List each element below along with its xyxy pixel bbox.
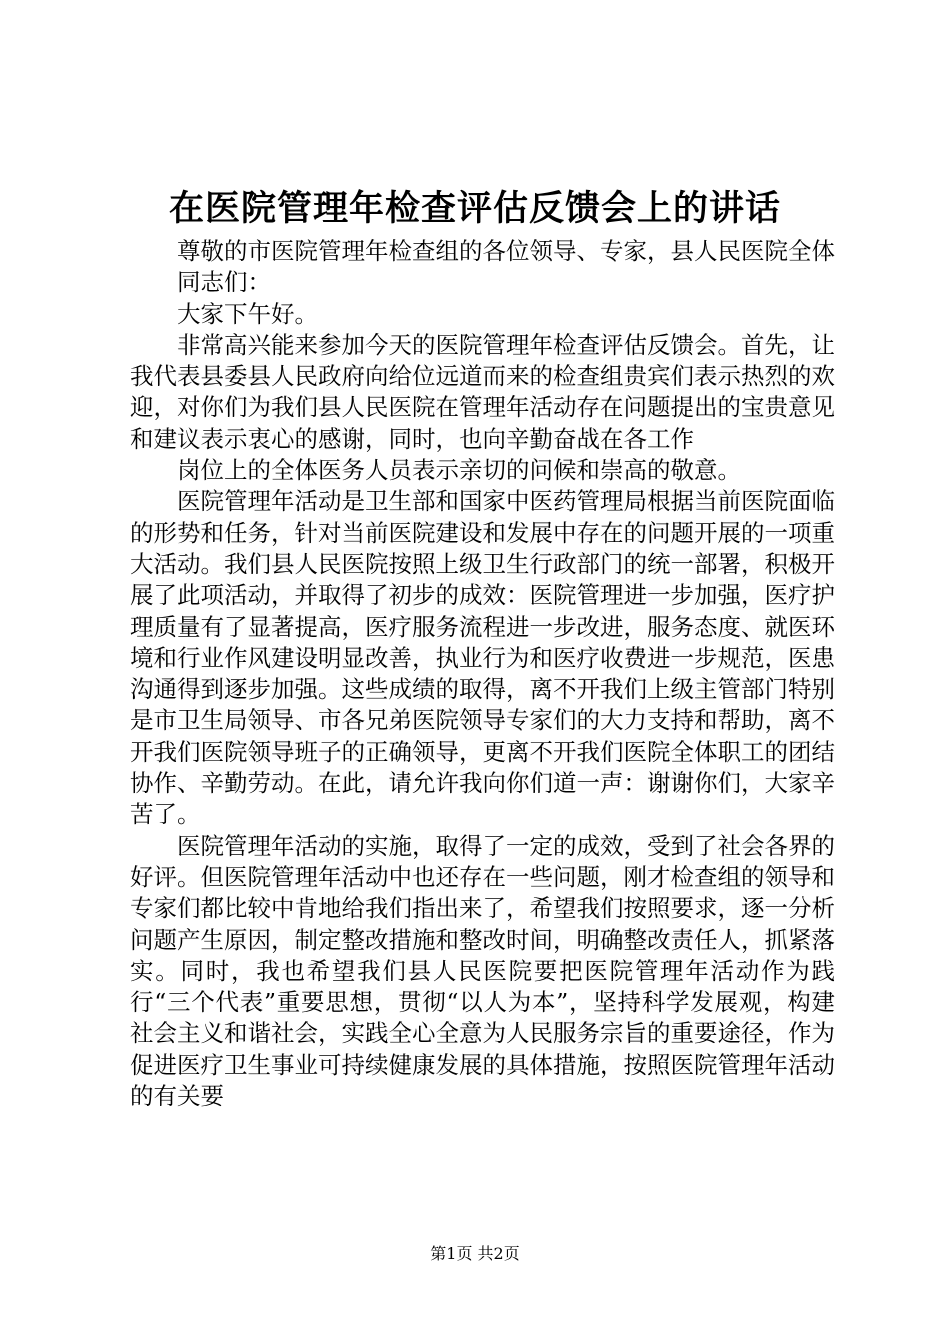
paragraph-salutation: 尊敬的市医院管理年检查组的各位领导、专家，县人民医院全体 bbox=[177, 237, 835, 265]
paragraph-problems: 医院管理年活动的实施，取得了一定的成效，受到了社会各界的好评。但医院管理年活动中也还存在一些问题，刚才检查组的领导和专家们都比较中肯地给我们指出来了，希望我们按照要求，逐一分析问题产生原因，制定整改措施和整改时间，明确整改责任人，抓紧落实。同时，我也希望我们县人民医院要把医院管理年活动作为践行“三个代表”重要思想，贯彻“以人为本”，坚持科学发展观，构建社会主义和谐社会，实践全心全意为人民服务宗旨的重要途径，作为促进医疗卫生事业可持续健康发展的具体措施，按照医院管理年活动的有关要 bbox=[130, 831, 835, 1111]
paragraph-comrades: 同志们： bbox=[177, 268, 271, 297]
document-body bbox=[130, 236, 835, 1112]
paragraph-greeting: 大家下午好。 bbox=[177, 299, 318, 328]
paragraph-achievements: 医院管理年活动是卫生部和国家中医药管理局根据当前医院面临的形势和任务，针对当前医院建设和发展中存在的问题开展的一项重大活动。我们县人民医院按照上级卫生行政部门的统一部署，积极开展了此项活动，并取得了初步的成效：医院管理进一步加强，医疗护理质量有了显著提高，医疗服务流程进一步改进，服务态度、就医环境和行业作风建设明显改善，执业行为和医疗收费进一步规范，医患沟通得到逐步加强。这些成绩的取得，离不开我们上级主管部门特别是市卫生局领导、市各兄弟医院领导专家们的大力支持和帮助，离不开我们医院领导班子的正确领导，更离不开我们医院全体职工的团结协作、辛勤劳动。在此，请允许我向你们道一声：谢谢你们，大家辛苦了。 bbox=[130, 487, 835, 829]
paragraph-respect: 岗位上的全体医务人员表示亲切的问候和崇高的敬意。 bbox=[177, 456, 741, 485]
document-title: 在医院管理年检查评估反馈会上的讲话 bbox=[168, 188, 781, 229]
paragraph-welcome: 非常高兴能来参加今天的医院管理年检查评估反馈会。首先，让我代表县委县人民政府向给位远道而来的检查组贵宾们表示热烈的欢迎，对你们为我们县人民医院在管理年活动存在问题提出的宝贵意见和建议表示衷心的感谢，同时，也向辛勤奋战在各工作 bbox=[130, 330, 835, 453]
page-footer: 第1页 共2页 bbox=[430, 1244, 520, 1263]
